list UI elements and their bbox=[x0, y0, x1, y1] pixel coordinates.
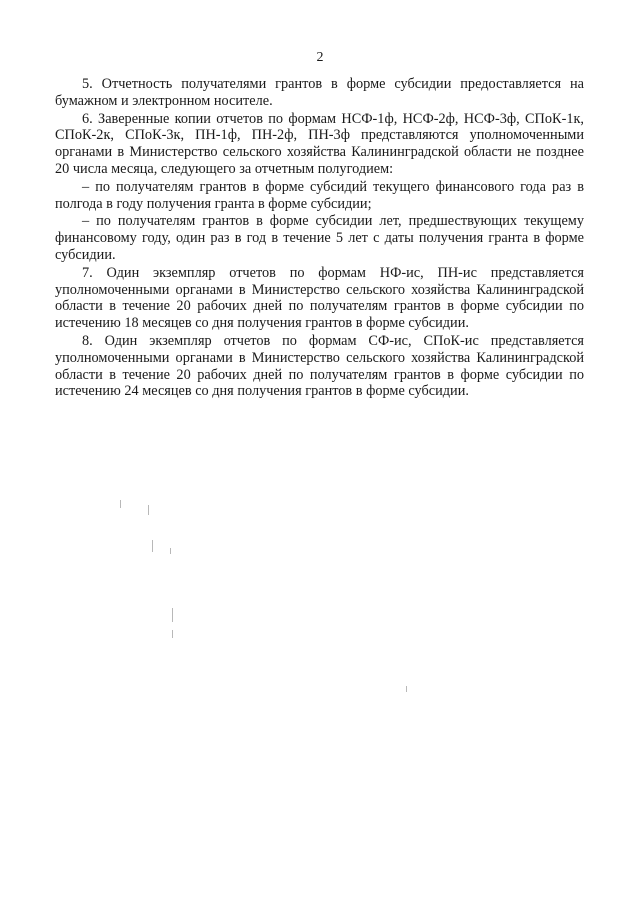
scan-artifact bbox=[172, 630, 173, 638]
paragraph-6-item-2: – по получателям грантов в форме субсидии лет, предшествующих текущему финансовому году, один раз в год в течение 5 лет с даты получения гранта в форме субсидии. bbox=[55, 213, 584, 263]
scan-artifact bbox=[120, 500, 121, 508]
page-number: 2 bbox=[316, 50, 324, 65]
paragraph-7: 7. Один экземпляр отчетов по формам НФ-ис, ПН-ис представляется уполномоченными органами в Министерство сельского хозяйства Калининградской области в течение 20 рабочих дней по получателям грантов в форме субсидии по истечению 18 месяцев со дня получения грантов в форме субсидии. bbox=[55, 264, 584, 332]
scan-artifact bbox=[172, 608, 173, 622]
scan-artifact bbox=[406, 686, 407, 692]
paragraph-8: 8. Один экземпляр отчетов по формам СФ-ис, СПоК-ис представляется уполномоченными органами в Министерство сельского хозяйства Калининградской области в течение 20 рабочих дней по получателям грантов в форме субсидии по истечению 24 месяцев со дня получения грантов в форме субсидии. bbox=[55, 332, 584, 400]
scan-artifact bbox=[170, 548, 171, 554]
scan-artifact bbox=[148, 505, 149, 515]
scan-artifact bbox=[152, 540, 153, 552]
paragraph-5: 5. Отчетность получателями грантов в форме субсидии предоставляется на бумажном и электронном носителе. bbox=[55, 76, 584, 109]
document-body bbox=[55, 76, 584, 401]
paragraph-6: 6. Заверенные копии отчетов по формам НСФ-1ф, НСФ-2ф, НСФ-3ф, СПоК-1к, СПоК-2к, СПоК-3к, ПН-1ф, ПН-2ф, ПН-3ф представляются уполномоченными органами в Министерство сельского хозяйства Калининградской области не позднее 20 числа месяца, следующего за отчетным полугодием: bbox=[55, 110, 584, 177]
paragraph-6-item-1: – по получателям грантов в форме субсидий текущего финансового года раз в полгода в году получения гранта в форме субсидии; bbox=[55, 178, 584, 212]
